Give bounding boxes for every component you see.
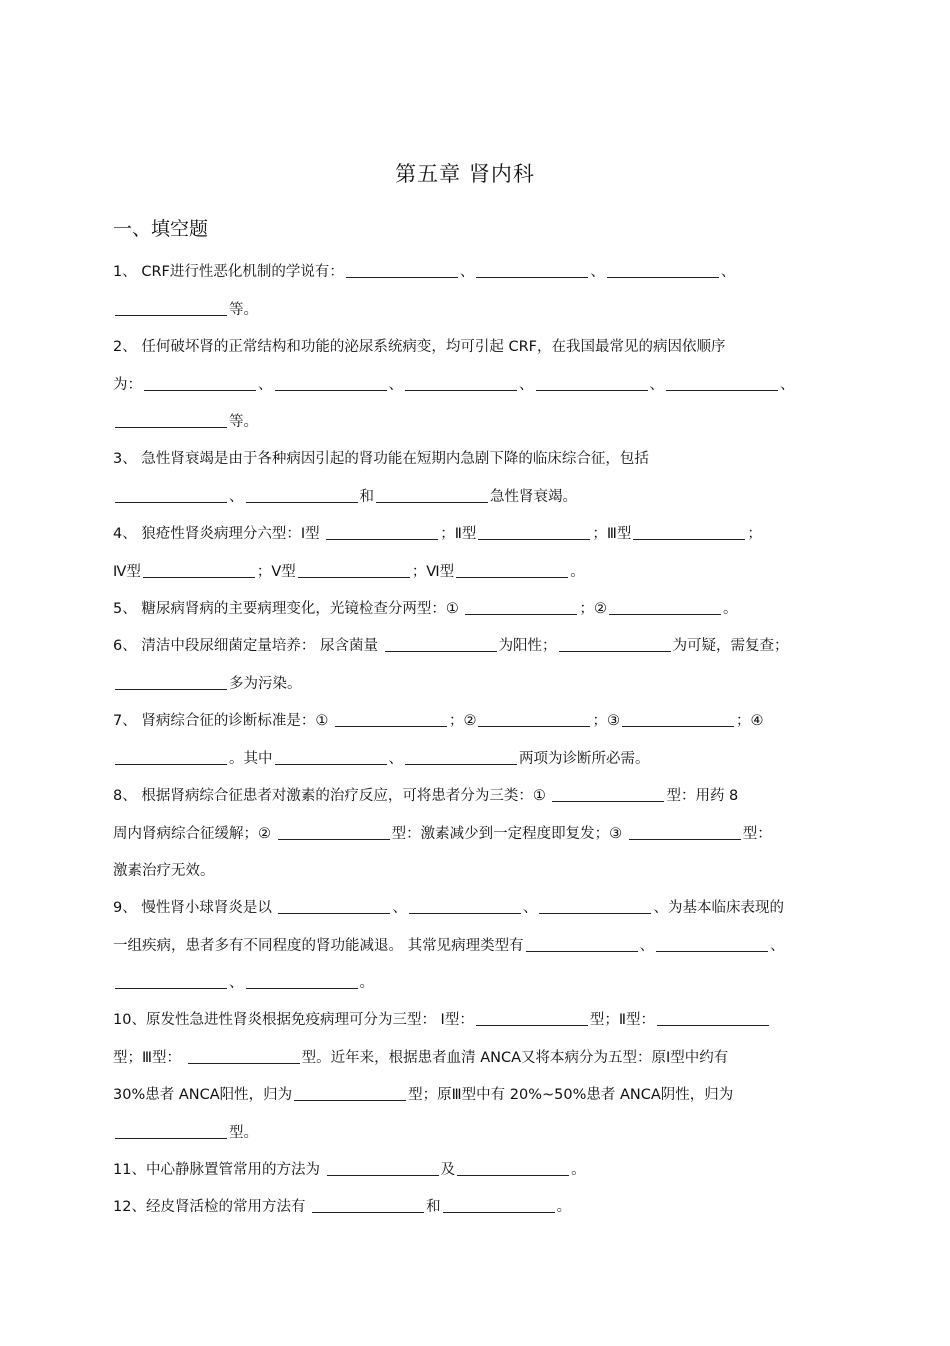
answer-blank[interactable] (405, 748, 517, 765)
answer-blank[interactable] (278, 823, 390, 840)
answer-blank[interactable] (275, 748, 387, 765)
answer-blank[interactable] (457, 1159, 569, 1176)
question-line (113, 1115, 833, 1153)
question-text: 型；Ⅲ型： (113, 1049, 186, 1066)
question-2 (113, 329, 833, 442)
answer-blank[interactable] (115, 1122, 227, 1139)
question-text: 、 (590, 264, 605, 280)
answer-blank[interactable] (115, 486, 227, 503)
question-text: 12、经皮肾活检的常用方法有 (113, 1199, 311, 1215)
question-text: 、 (388, 376, 403, 393)
answer-blank[interactable] (346, 261, 458, 278)
question-text: 30%患者 ANCA阳性，归为 (113, 1087, 293, 1103)
answer-blank[interactable] (536, 374, 648, 391)
question-text: 型：用药 8 (666, 788, 739, 804)
question-text: 4、 狼疮性肾炎病理分六型：Ⅰ型 (113, 526, 325, 542)
question-text: 。 (571, 1162, 586, 1178)
question-text: 。 (570, 563, 585, 580)
answer-blank[interactable] (559, 635, 671, 652)
question-line (113, 1152, 833, 1190)
question-5 (113, 591, 833, 629)
question-text: 2、 任何破坏肾的正常结构和功能的泌尿系统病变，均可引起 CRF，在我国最常见的病因依顺序 (113, 339, 726, 355)
answer-blank[interactable] (385, 635, 497, 652)
answer-blank[interactable] (478, 710, 590, 727)
answer-blank[interactable] (656, 935, 768, 952)
answer-blank[interactable] (526, 935, 638, 952)
question-text: 8、 根据肾病综合征患者对激素的治疗反应，可将患者分为三类：① (113, 788, 551, 804)
question-text: 型。近年来，根据患者血清 ANCA又将本病分为五型：原Ⅰ型中约有 (301, 1049, 729, 1066)
question-text: 。 (359, 975, 374, 991)
question-4 (113, 516, 833, 591)
answer-blank[interactable] (115, 673, 227, 690)
question-6 (113, 628, 833, 703)
question-text: ；Ⅵ型 (411, 563, 455, 580)
question-text: 9、 慢性肾小球肾炎是以 (113, 900, 277, 916)
answer-blank[interactable] (327, 1159, 439, 1176)
answer-blank[interactable] (465, 598, 577, 615)
answer-blank[interactable] (476, 261, 588, 278)
question-text: 、为基本临床表现的 (653, 900, 784, 916)
question-text: 型：激素减少到一定程度即复发；③ (391, 825, 627, 842)
answer-blank[interactable] (115, 972, 227, 989)
question-line (113, 292, 833, 330)
answer-blank[interactable] (115, 748, 227, 765)
answer-blank[interactable] (115, 411, 227, 428)
question-text: 、 (459, 264, 475, 280)
question-text: ；③ (592, 713, 620, 729)
answer-blank[interactable] (335, 710, 447, 727)
question-text: ；② (448, 713, 477, 729)
answer-blank[interactable] (409, 897, 521, 914)
question-text: 等。 (229, 414, 258, 430)
question-text: 。 (556, 1199, 572, 1215)
answer-blank[interactable] (246, 972, 358, 989)
question-12 (113, 1189, 833, 1227)
answer-blank[interactable] (278, 897, 390, 914)
question-text: 为： (113, 376, 142, 393)
question-text: 和 (426, 1199, 441, 1215)
answer-blank[interactable] (275, 374, 387, 391)
question-text: ； (747, 526, 762, 542)
question-text: 10、原发性急进性肾炎根据免疫病理可分为三型： Ⅰ型： (113, 1012, 474, 1028)
question-line (113, 404, 833, 442)
question-text: 、 (229, 488, 244, 505)
question-line (113, 516, 833, 554)
question-text: 多为污染。 (229, 675, 302, 692)
answer-blank[interactable] (143, 561, 255, 578)
question-text: 急性肾衰竭。 (490, 488, 577, 505)
question-text: 、 (229, 975, 244, 991)
question-text: Ⅳ型 (113, 563, 141, 580)
question-text: 激素治疗无效。 (113, 863, 215, 879)
question-line (113, 591, 833, 629)
answer-blank[interactable] (294, 1084, 406, 1101)
question-line (113, 554, 833, 592)
question-line (113, 1189, 833, 1227)
section-heading: 一、填空题 (113, 218, 209, 240)
question-1 (113, 254, 833, 329)
answer-blank[interactable] (115, 299, 227, 316)
question-text: 7、 肾病综合征的诊断标准是：① (113, 713, 333, 729)
question-line (113, 441, 833, 479)
question-line (113, 1077, 833, 1115)
question-text: ；Ⅲ型 (592, 526, 632, 542)
question-text: 、 (519, 376, 534, 393)
question-text: ；Ⅱ型 (440, 526, 477, 542)
chapter-title: 第五章 肾内科 (395, 162, 535, 186)
question-text: 、 (770, 937, 785, 954)
question-line (113, 329, 833, 367)
question-text: ；② (579, 601, 607, 617)
answer-blank[interactable] (633, 523, 745, 540)
answer-blank[interactable] (607, 261, 719, 278)
question-line (113, 928, 833, 966)
answer-blank[interactable] (539, 897, 651, 914)
question-text: 、 (639, 937, 655, 954)
answer-blank[interactable] (476, 1009, 588, 1026)
question-text: 和 (359, 488, 374, 505)
question-line (113, 853, 833, 891)
question-text: 型。 (229, 1124, 258, 1141)
answer-blank[interactable] (405, 374, 517, 391)
question-text: 、 (388, 750, 403, 767)
question-text: 型： (742, 825, 772, 842)
question-8 (113, 778, 833, 891)
question-text: 。 (722, 601, 738, 617)
question-text: 3、 急性肾衰竭是由于各种病因引起的肾功能在短期内急剧下降的临床综合征，包括 (113, 451, 649, 467)
question-text: 两项为诊断所必需。 (519, 750, 650, 767)
question-text: 6、 清洁中段尿细菌定量培养： 尿含菌量 (113, 638, 383, 654)
question-text: 、 (392, 900, 407, 916)
answer-blank[interactable] (443, 1196, 555, 1213)
question-text: 型；Ⅱ型： (589, 1012, 655, 1028)
question-text: ；④ (735, 713, 764, 729)
question-text: 11、中心静脉置管常用的方法为 (113, 1162, 325, 1178)
answer-blank[interactable] (657, 1009, 769, 1026)
question-line (113, 479, 833, 517)
question-line (113, 890, 833, 928)
question-line (113, 741, 833, 779)
question-line (113, 367, 833, 405)
question-line (113, 1002, 833, 1040)
question-text: 及 (440, 1162, 456, 1178)
answer-blank[interactable] (622, 710, 734, 727)
question-text: 、 (258, 376, 273, 393)
answer-blank[interactable] (298, 561, 410, 578)
question-line (113, 703, 833, 741)
question-text: 为可疑，需复查； (672, 638, 789, 654)
question-text: 等。 (229, 301, 258, 318)
question-3 (113, 441, 833, 516)
answer-blank[interactable] (666, 374, 778, 391)
question-text: 、 (522, 900, 538, 916)
answer-blank[interactable] (629, 823, 741, 840)
answer-blank[interactable] (376, 486, 488, 503)
question-text: 1、 CRF进行性恶化机制的学说有： (113, 264, 344, 280)
question-line (113, 778, 833, 816)
question-line (113, 628, 833, 666)
question-text: 周内肾病综合征缓解；② (113, 825, 276, 842)
question-10 (113, 1002, 833, 1152)
answer-blank[interactable] (478, 523, 590, 540)
question-line (113, 965, 833, 1003)
question-text: 为阳性； (498, 638, 557, 654)
question-9 (113, 890, 833, 1003)
question-line (113, 1040, 833, 1078)
question-line (113, 666, 833, 704)
question-text: 。其中 (229, 750, 273, 767)
question-text: 一组疾病，患者多有不同程度的肾功能减退。 其常见病理类型有 (113, 937, 524, 954)
answer-blank[interactable] (609, 598, 721, 615)
question-text: 、 (780, 376, 795, 393)
answer-blank[interactable] (456, 561, 568, 578)
answer-blank[interactable] (246, 486, 358, 503)
question-text: 、 (720, 264, 736, 280)
question-text: 5、 糖尿病肾病的主要病理变化，光镜检查分两型：① (113, 601, 464, 617)
question-text: 型；原Ⅲ型中有 20%~50%患者 ANCA阴性，归为 (408, 1087, 734, 1103)
question-line (113, 816, 833, 854)
answer-blank[interactable] (312, 1196, 424, 1213)
answer-blank[interactable] (552, 785, 664, 802)
question-text: 、 (649, 376, 664, 393)
question-line (113, 254, 833, 292)
question-11 (113, 1152, 833, 1190)
answer-blank[interactable] (144, 374, 256, 391)
question-text: ；Ⅴ型 (256, 563, 296, 580)
answer-blank[interactable] (188, 1047, 300, 1064)
question-7 (113, 703, 833, 778)
answer-blank[interactable] (326, 523, 438, 540)
